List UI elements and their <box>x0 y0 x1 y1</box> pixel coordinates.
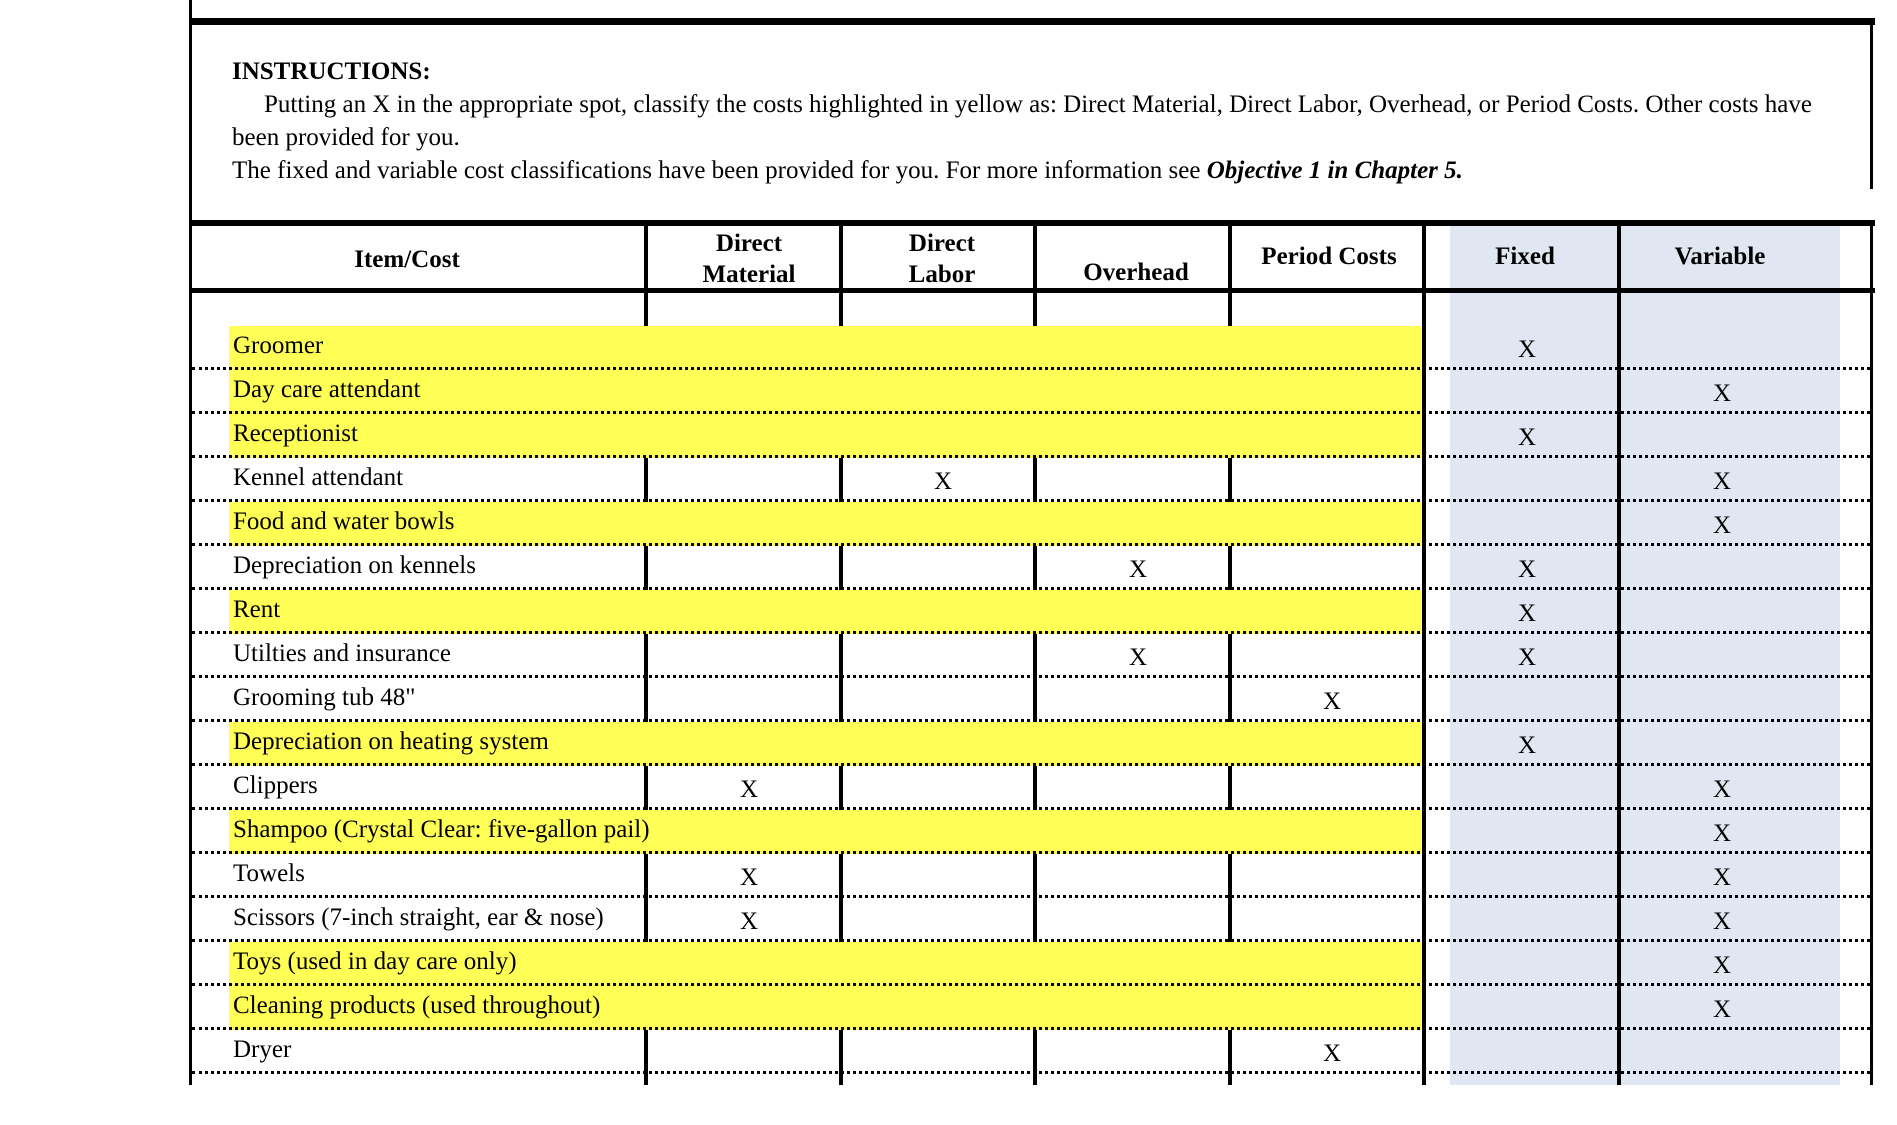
table-row <box>192 766 1870 810</box>
table-row <box>192 854 1870 898</box>
header-direct-material-l2: Material <box>702 261 796 288</box>
row-item-label: Kennel attendant <box>233 464 404 491</box>
row-item-label: Clippers <box>233 772 318 799</box>
table-row <box>192 810 1870 854</box>
row-item-label: Food and water bowls <box>233 508 455 535</box>
cell-variable[interactable]: X <box>1712 908 1732 935</box>
table-row <box>192 370 1870 414</box>
instructions-line-1: Putting an X in the appropriate spot, classify the costs highlighted in yellow as: Direct Material, Direct Labor, Overhead, or Period Costs. Other costs have been provided for you. <box>232 91 1812 151</box>
cell-fixed[interactable]: X <box>1517 336 1537 363</box>
row-item-label: Toys (used in day care only) <box>233 948 517 975</box>
table-row <box>192 634 1870 678</box>
table-row <box>192 722 1870 766</box>
header-direct-labor-l2: Labor <box>908 261 976 288</box>
header-underline <box>189 288 1875 293</box>
row-item-label: Scissors (7-inch straight, ear & nose) <box>233 904 604 931</box>
cell-variable[interactable]: X <box>1712 776 1732 803</box>
instructions-line-2 <box>232 154 1862 187</box>
header-direct-labor <box>847 226 1037 292</box>
cell-oh[interactable]: X <box>1128 644 1148 671</box>
table-row <box>192 414 1870 458</box>
table-row <box>192 546 1870 590</box>
cell-pc[interactable]: X <box>1322 688 1342 715</box>
chapter-reference: Objective 1 in Chapter 5. <box>1206 157 1463 184</box>
row-item-label: Depreciation on kennels <box>233 552 476 579</box>
cell-fixed[interactable]: X <box>1517 644 1537 671</box>
cell-fixed[interactable]: X <box>1517 556 1537 583</box>
cell-variable[interactable]: X <box>1712 468 1732 495</box>
highlight-band <box>229 590 1421 634</box>
cell-oh[interactable]: X <box>1128 556 1148 583</box>
cell-variable[interactable]: X <box>1712 996 1732 1023</box>
header-item-cost: Item/Cost <box>354 245 460 273</box>
highlight-band <box>229 326 1421 370</box>
cell-variable[interactable]: X <box>1712 952 1732 979</box>
instructions-block <box>232 55 1862 187</box>
worksheet <box>189 0 1875 1085</box>
table-row <box>192 458 1870 502</box>
table-row <box>192 678 1870 722</box>
header-direct-material-l1: Direct <box>715 230 783 257</box>
row-item-label: Day care attendant <box>233 376 421 403</box>
top-rule <box>189 18 1875 25</box>
row-item-label: Utilties and insurance <box>233 640 451 667</box>
row-item-label: Receptionist <box>233 420 358 447</box>
cell-variable[interactable]: X <box>1712 820 1732 847</box>
cell-pc[interactable]: X <box>1322 1040 1342 1067</box>
row-item-label: Groomer <box>233 332 324 359</box>
table-row <box>192 502 1870 546</box>
table-row <box>192 898 1870 942</box>
header-period-costs: Period Costs <box>1261 242 1397 270</box>
instructions-heading: INSTRUCTIONS: <box>232 58 431 85</box>
table-row <box>192 942 1870 986</box>
cell-variable[interactable]: X <box>1712 512 1732 539</box>
cell-variable[interactable]: X <box>1712 864 1732 891</box>
header-direct-material <box>654 226 844 292</box>
row-item-label: Towels <box>233 860 305 887</box>
cell-fixed[interactable]: X <box>1517 732 1537 759</box>
cell-dl[interactable]: X <box>933 468 953 495</box>
cell-fixed[interactable]: X <box>1517 600 1537 627</box>
row-item-label: Cleaning products (used throughout) <box>233 992 601 1019</box>
table-row <box>192 1030 1870 1074</box>
sheet-right-border-lower <box>1870 222 1873 1085</box>
cell-dm[interactable]: X <box>739 908 759 935</box>
row-item-label: Dryer <box>233 1036 292 1063</box>
cell-dm[interactable]: X <box>739 864 759 891</box>
row-item-label: Grooming tub 48" <box>233 684 416 711</box>
row-item-label: Shampoo (Crystal Clear: five-gallon pail) <box>233 816 650 843</box>
table-row <box>192 326 1870 370</box>
sheet-right-border <box>1870 22 1873 189</box>
row-item-label: Rent <box>233 596 281 623</box>
cell-dm[interactable]: X <box>739 776 759 803</box>
header-direct-labor-l1: Direct <box>908 230 976 257</box>
cell-variable[interactable]: X <box>1712 380 1732 407</box>
highlight-band <box>229 414 1421 458</box>
table-row <box>192 986 1870 1030</box>
header-fixed: Fixed <box>1495 242 1555 270</box>
header-overhead: Overhead <box>1083 258 1189 286</box>
instructions-line-2-text: The fixed and variable cost classifications have been provided for you. For more information see <box>232 157 1207 184</box>
cell-fixed[interactable]: X <box>1517 424 1537 451</box>
table-row <box>192 590 1870 634</box>
row-dotted-rule <box>192 1071 1870 1074</box>
row-item-label: Depreciation on heating system <box>233 728 549 755</box>
header-variable: Variable <box>1674 242 1766 270</box>
